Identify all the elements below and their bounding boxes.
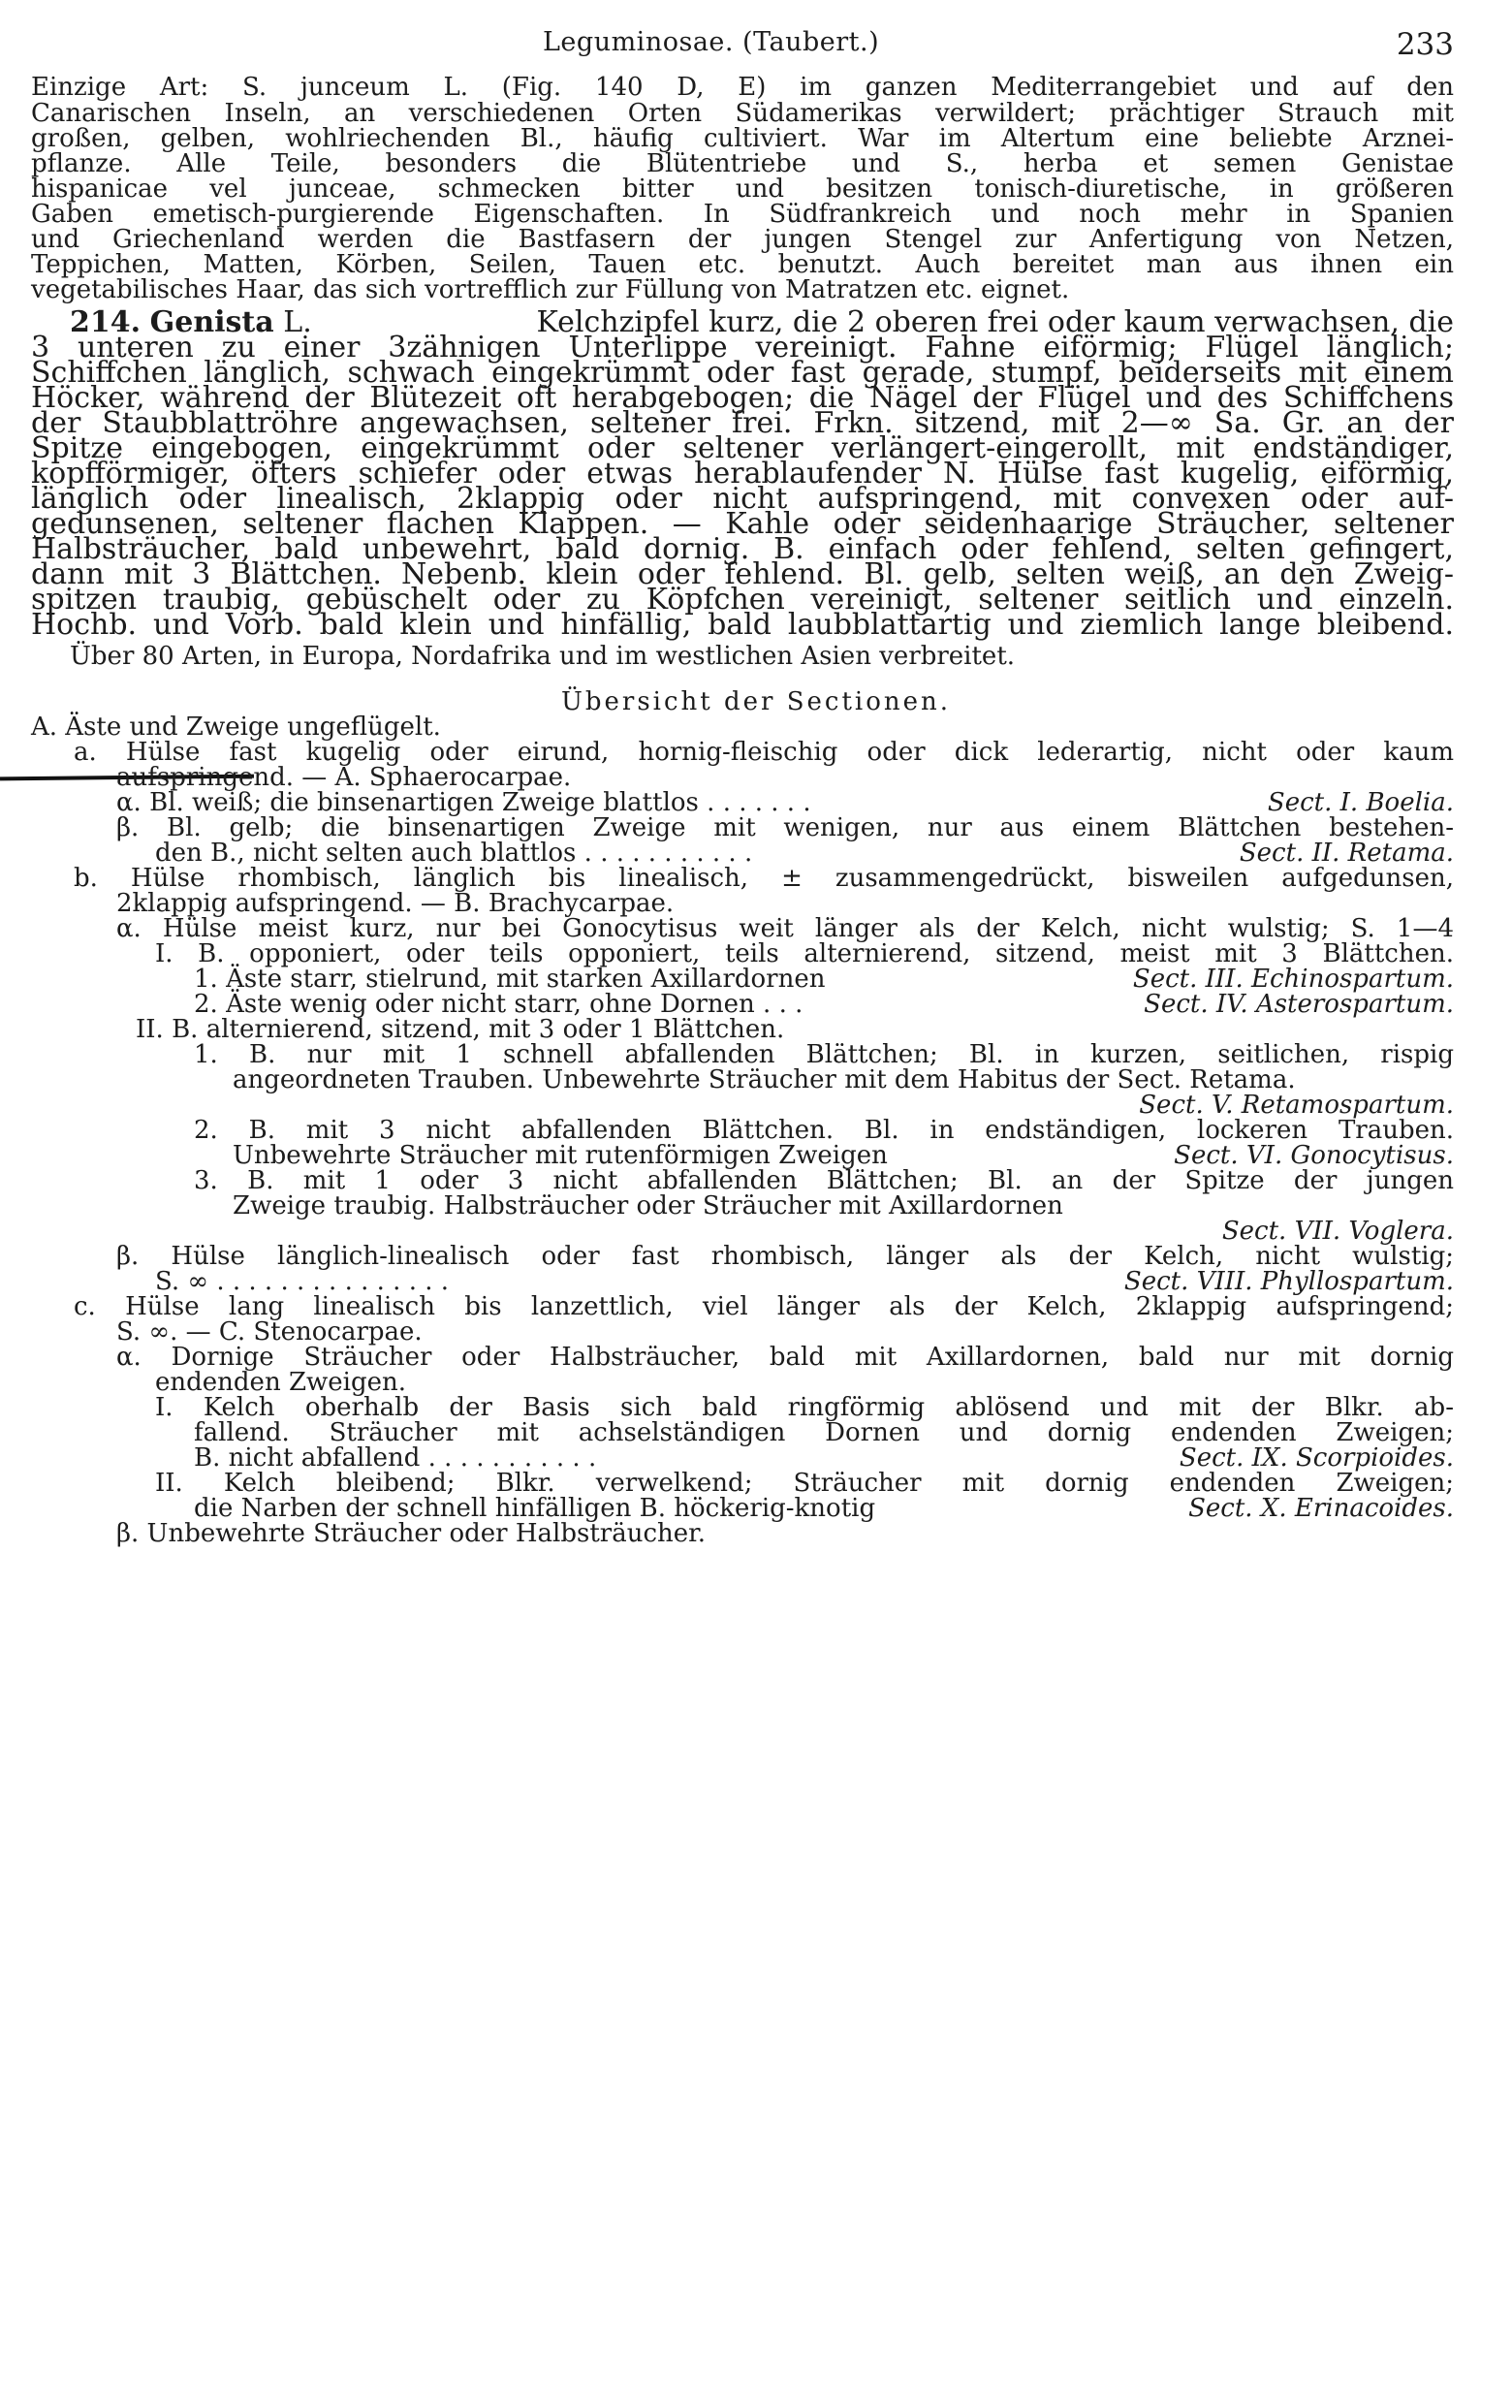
key-entry: a. Hülse fast kugelig oder eirund, hornig-fleischig oder dick lederartig, nicht oder kaum xyxy=(74,738,1454,767)
key-entry: fallend. Sträucher mit achselständigen Dornen und dornig endenden Zweigen; xyxy=(194,1418,1454,1447)
key-entry: β. Bl. gelb; die binsenartigen Zweige mit wenigen, nur aus einem Blättchen bestehen- xyxy=(116,813,1454,842)
genus-name: Genista xyxy=(149,305,274,339)
key-entry: Unbewehrte Sträucher mit rutenförmigen Zweigen xyxy=(233,1141,888,1170)
text-line: gedunsenen, seltener flachen Klappen. — Kahle oder seidenhaarige Sträucher, seltener xyxy=(31,507,1454,541)
key-entry: β. Hülse länglich-linealisch oder fast rhombisch, länger als der Kelch, nicht wulstig; xyxy=(116,1242,1454,1271)
key-entry: 1. B. nur mit 1 schnell abfallenden Blättchen; Bl. in kurzen, seitlichen, rispig xyxy=(194,1040,1454,1069)
key-entry: 2. Äste wenig oder nicht starr, ohne Dornen . . . xyxy=(194,990,803,1019)
text-line: kopfförmiger, öfters schiefer oder etwas herablaufender N. Hülse fast kugelig, eiförmig, xyxy=(31,457,1454,491)
key-entry: 3. B. mit 1 oder 3 nicht abfallenden Blättchen; Bl. an der Spitze der jungen xyxy=(194,1166,1454,1195)
key-entry: S. ∞ . . . . . . . . . . . . . . . xyxy=(155,1267,450,1296)
section-name: Sect. I. Boelia. xyxy=(1267,788,1454,817)
key-entry: S. ∞. — C. Stenocarpae. xyxy=(116,1317,423,1347)
key-entry: 1. Äste starr, stielrund, mit starken Axillardornen xyxy=(194,965,826,994)
key-heading: Übersicht der Sectionen. xyxy=(560,687,952,716)
key-entry: α. Bl. weiß; die binsenartigen Zweige blattlos . . . . . . . xyxy=(116,788,811,817)
key-entry: angeordneten Trauben. Unbewehrte Sträucher mit dem Habitus der Sect. Retama. xyxy=(233,1065,1296,1094)
section-name: Sect. VIII. Phyllospartum. xyxy=(1123,1267,1454,1296)
section-name: Sect. X. Erinacoides. xyxy=(1188,1494,1454,1523)
genus-author: L. xyxy=(283,305,312,339)
key-entry: II. Kelch bleibend; Blkr. verwelkend; Sträucher mit dornig endenden Zweigen; xyxy=(155,1469,1454,1498)
genus-number: 214. xyxy=(70,305,142,339)
text-line: großen, gelben, wohlriechenden Bl., häufig cultiviert. War im Altertum eine beliebte Arznei- xyxy=(31,124,1454,153)
key-entry: II. B. alternierend, sitzend, mit 3 oder 1 Blättchen. xyxy=(136,1015,785,1044)
key-entry: Zweige traubig. Halbsträucher oder Sträucher mit Axillardornen xyxy=(233,1191,1063,1220)
running-header xyxy=(31,27,1454,66)
key-entry: I. B. opponiert, oder teils opponiert, teils alternierend, sitzend, meist mit 3 Blättchen. xyxy=(155,939,1454,968)
section-name: Sect. IV. Asterospartum. xyxy=(1144,990,1454,1019)
text-line: Schiffchen länglich, schwach eingekrümmt oder fast gerade, stumpf, beiderseits mit einem xyxy=(31,356,1454,390)
key-entry: β. Unbewehrte Sträucher oder Halbsträucher. xyxy=(116,1519,706,1548)
key-entry: b. Hülse rhombisch, länglich bis linealisch, ± zusammengedrückt, bisweilen aufgedunsen, xyxy=(74,864,1454,893)
key-entry: endenden Zweigen. xyxy=(155,1368,407,1397)
section-name: Sect. V. Retamospartum. xyxy=(1139,1091,1454,1120)
text-line: Höcker, während der Blütezeit oft herabgebogen; die Nägel der Flügel und des Schiffchens xyxy=(31,381,1454,415)
text-line: spitzen traubig, gebüschelt oder zu Köpfchen vereinigt, seltener seitlich und einzeln. xyxy=(31,583,1454,617)
text-line: pflanze. Alle Teile, besonders die Blütentriebe und S., herba et semen Genistae xyxy=(31,149,1454,178)
page-number: 233 xyxy=(1396,27,1454,62)
text-line: Canarischen Inseln, an verschiedenen Orten Südamerikas verwildert; prächtiger Strauch mit xyxy=(31,99,1454,128)
section-name: Sect. III. Echinospartum. xyxy=(1132,965,1454,994)
key-entry: aufspringend. — A. Sphaerocarpae. xyxy=(116,763,572,792)
text-line: 3 unteren zu einer 3zähnigen Unterlippe vereinigt. Fahne eiförmig; Flügel länglich; xyxy=(31,331,1454,364)
text-line: hispanicae vel junceae, schmecken bitter und besitzen tonisch-diuretische, in größeren xyxy=(31,174,1454,204)
key-entry: c. Hülse lang linealisch bis lanzettlich, viel länger als der Kelch, 2klappig aufspringend; xyxy=(74,1292,1454,1321)
section-name: Sect. IX. Scorpioides. xyxy=(1179,1443,1454,1473)
text-line: Halbsträucher, bald unbewehrt, bald dornig. B. einfach oder fehlend, selten gefingert, xyxy=(31,532,1454,566)
section-name: Sect. VII. Voglera. xyxy=(1221,1217,1454,1246)
text-line: Spitze eingebogen, eingekrümmt oder seltener verlängert-eingerollt, mit endständiger, xyxy=(31,431,1454,465)
text-line: der Staubblattröhre angewachsen, seltener frei. Frkn. sitzend, mit 2—∞ Sa. Gr. an der xyxy=(31,406,1454,440)
text-line: dann mit 3 Blättchen. Nebenb. klein oder fehlend. Bl. gelb, selten weiß, an den Zweig- xyxy=(31,557,1454,591)
text-line: und Griechenland werden die Bastfasern der jungen Stengel zur Anfertigung von Netzen, xyxy=(31,225,1454,254)
text-line: vegetabilisches Haar, das sich vortrefflich zur Füllung von Matratzen etc. eignet. xyxy=(31,275,1070,304)
key-entry: die Narben der schnell hinfälligen B. höckerig-knotig xyxy=(194,1494,876,1523)
text-line: Gaben emetisch-purgierende Eigenschaften. In Südfrankreich und noch mehr in Spanien xyxy=(31,200,1454,229)
key-entry: α. Hülse meist kurz, nur bei Gonocytisus weit länger als der Kelch, nicht wulstig; S. 1—4 xyxy=(116,914,1454,943)
key-entry: I. Kelch oberhalb der Basis sich bald ringförmig ablösend und mit der Blkr. ab- xyxy=(155,1393,1454,1422)
key-entry: den B., nicht selten auch blattlos . . . . . . . . . . . xyxy=(155,839,753,868)
text-line: Teppichen, Matten, Körben, Seilen, Tauen etc. benutzt. Auch bereitet man aus ihnen ein xyxy=(31,250,1454,279)
text-line: länglich oder linealisch, 2klappig oder nicht aufspringend, mit convexen oder auf- xyxy=(31,482,1454,516)
genus-description-start: Kelchzipfel kurz, die 2 oberen frei oder kaum verwachsen, die xyxy=(536,305,1454,339)
key-entry: 2. B. mit 3 nicht abfallenden Blättchen. Bl. in endständigen, lockeren Trauben. xyxy=(194,1116,1454,1145)
running-title: Leguminosae. (Taubert.) xyxy=(543,27,880,57)
distribution-note: Über 80 Arten, in Europa, Nordafrika und im westlichen Asien verbreitet. xyxy=(70,642,1016,671)
key-entry: B. nicht abfallend . . . . . . . . . . . xyxy=(194,1443,597,1473)
key-entry: A. Äste und Zweige ungeflügelt. xyxy=(31,713,441,742)
section-name: Sect. II. Retama. xyxy=(1239,839,1454,868)
key-entry: α. Dornige Sträucher oder Halbsträucher, bald mit Axillardornen, bald nur mit dornig xyxy=(116,1343,1454,1372)
key-entry: 2klappig aufspringend. — B. Brachycarpae. xyxy=(116,889,675,918)
text-line: Hochb. und Vorb. bald klein und hinfällig, bald laubblattartig und ziemlich lange bleibend. xyxy=(31,608,1454,642)
text-line: Einzige Art: S. junceum L. (Fig. 140 D, E) im ganzen Mediterrangebiet und auf den xyxy=(31,73,1454,102)
section-name: Sect. VI. Gonocytisus. xyxy=(1174,1141,1454,1170)
